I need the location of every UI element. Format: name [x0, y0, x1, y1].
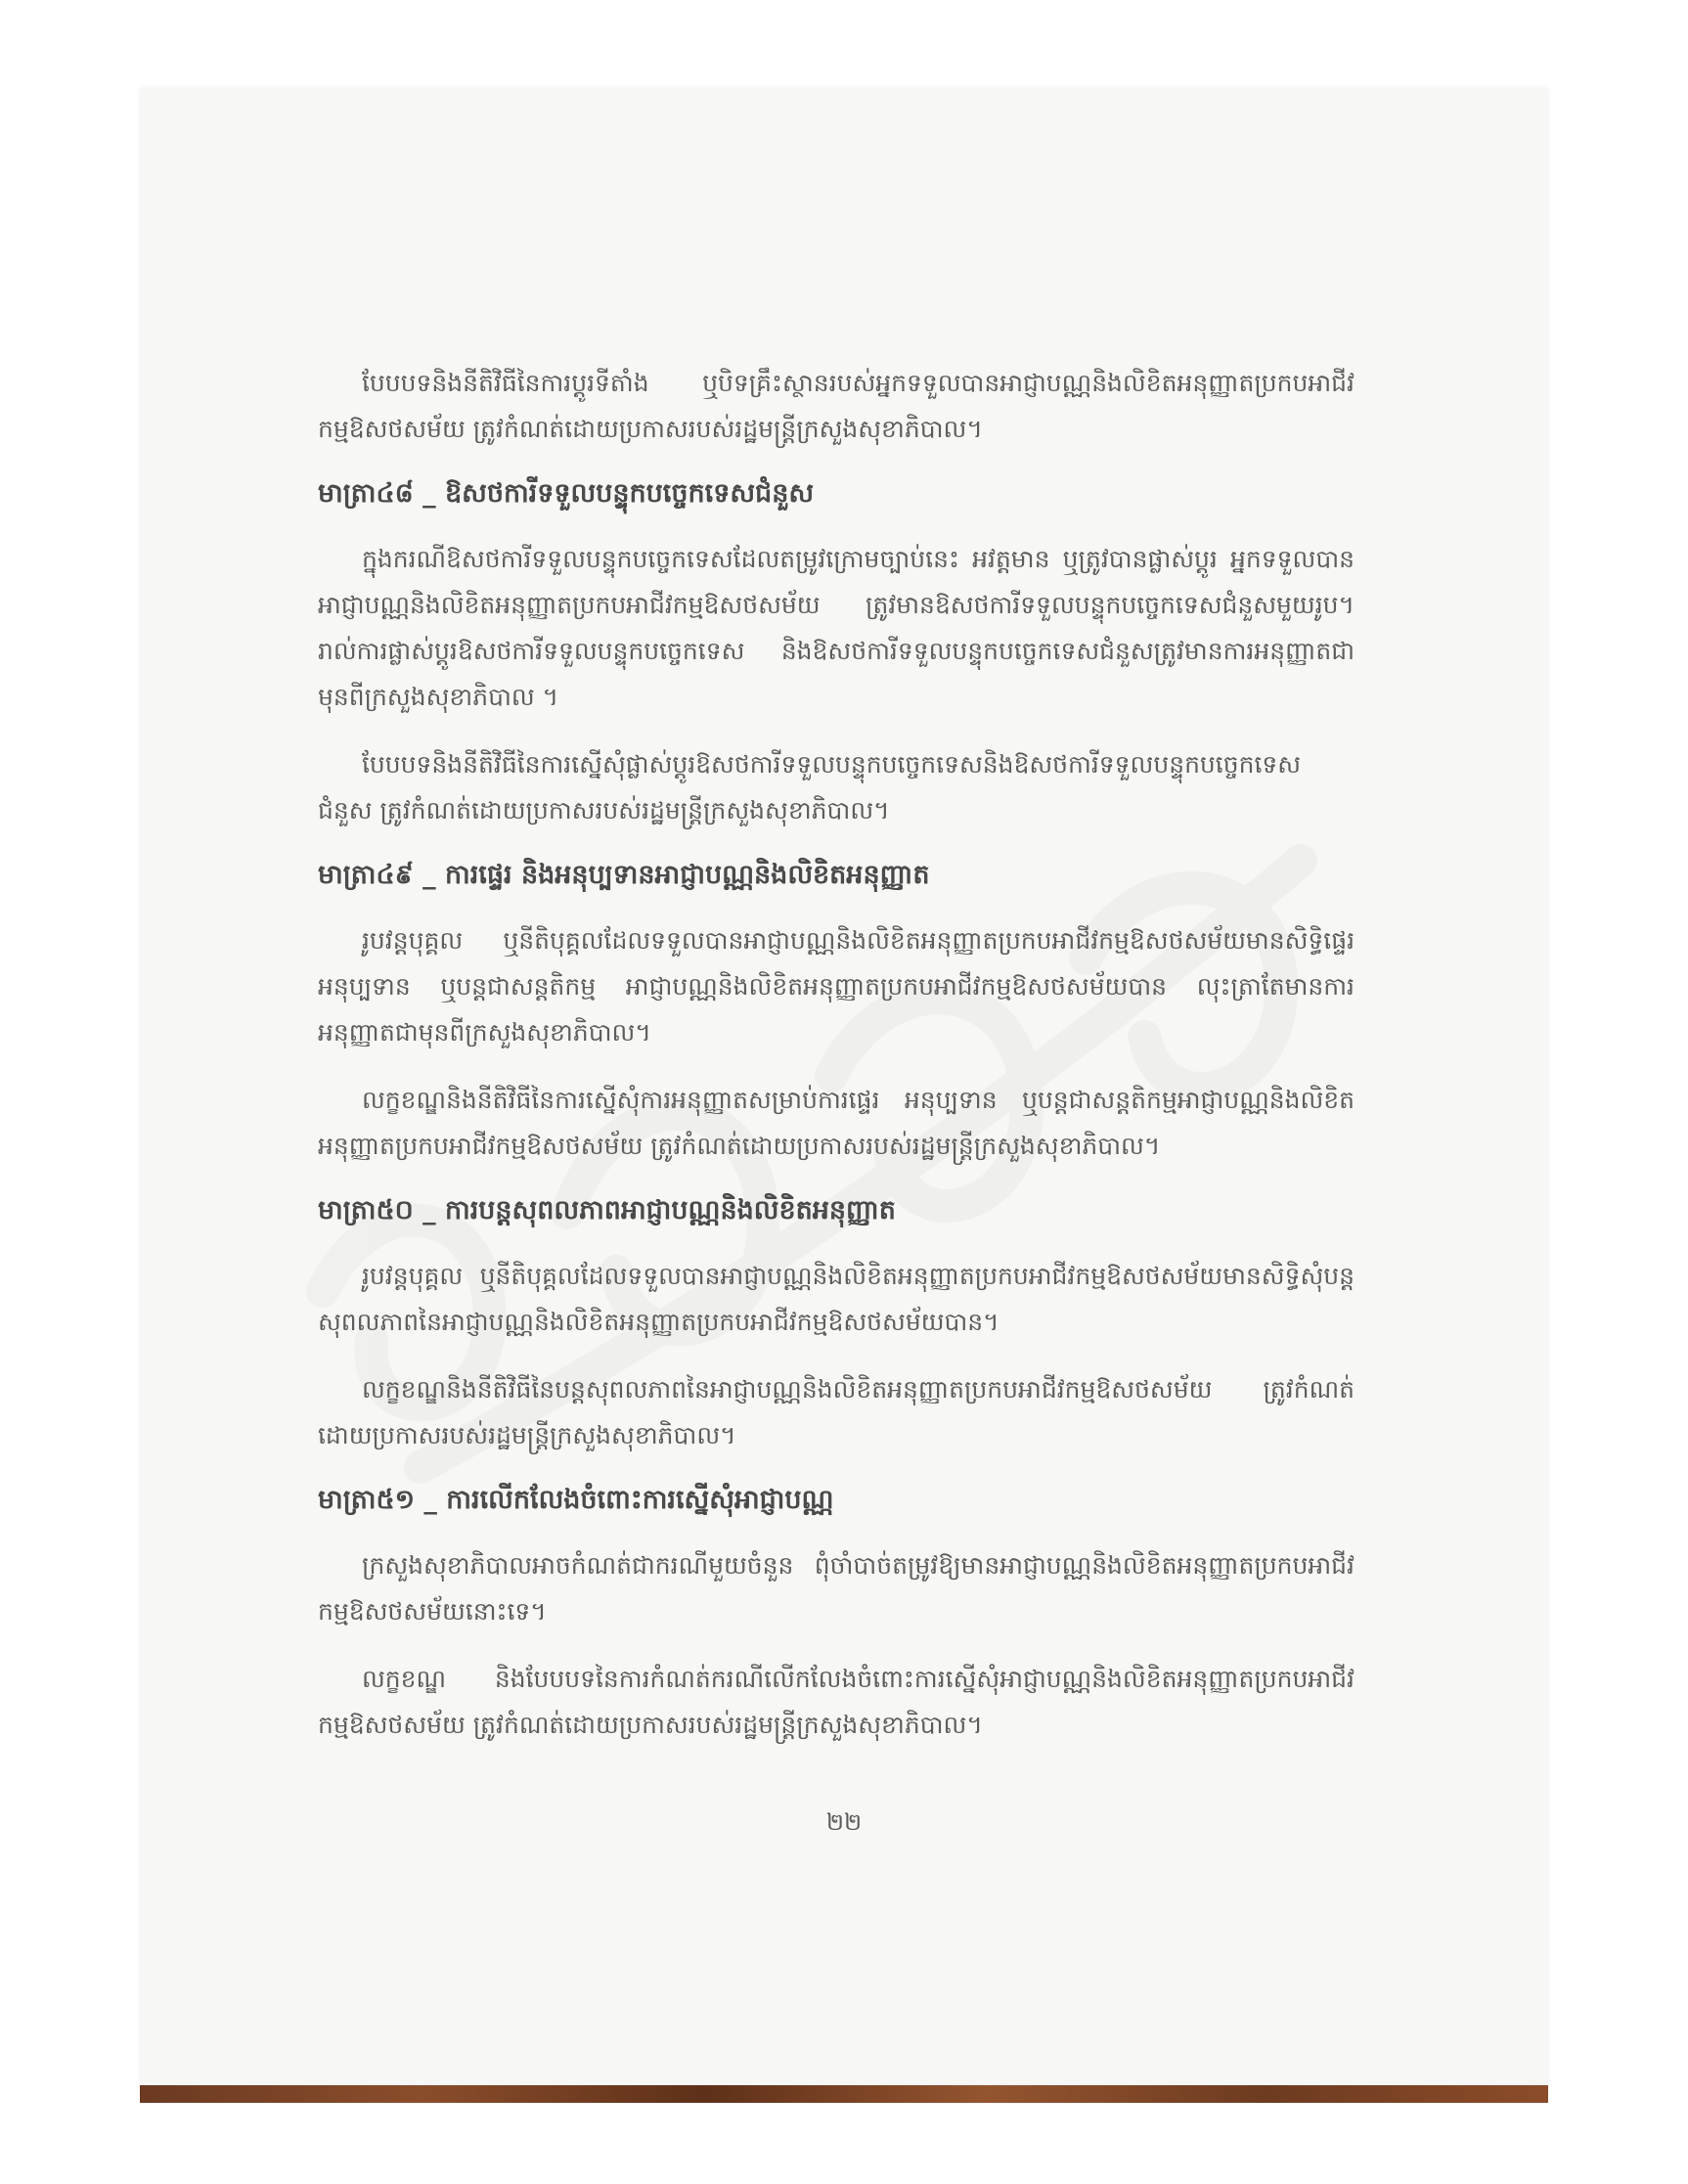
paragraph: បែបបទនិងនីតិវិធីនៃការប្ដូរទីតាំង ឬបិទគ្រឹះស្ថានរបស់អ្នកទទួលបានអាជ្ញាបណ្ណនិងលិខិតអនុញ្ញាតប្រកបអាជីវកម្មឱសថសម័យ ត្រូវកំណត់ដោយប្រកាសរបស់រដ្ឋមន្ត្រីក្រសួងសុខាភិបាល។: [318, 369, 1355, 443]
paragraph: បែបបទនិងនីតិវិធីនៃការស្នើសុំផ្លាស់ប្ដូរឱសថការីទទួលបន្ទុកបច្ចេកទេសនិងឱសថការីទទួលបន្ទុកបច្ចេកទេសជំនួស ត្រូវកំណត់ដោយប្រកាសរបស់រដ្ឋមន្ត្រីក្រសួងសុខាភិបាល។: [318, 750, 1302, 825]
document-body: [318, 360, 1355, 1769]
paragraph: លក្ខខណ្ឌនិងនីតិវិធីនៃបន្តសុពលភាពនៃអាជ្ញាបណ្ណនិងលិខិតអនុញ្ញាតប្រកបអាជីវកម្មឱសថសម័យ ត្រូវកំណត់ដោយប្រកាសរបស់រដ្ឋមន្ត្រីក្រសួងសុខាភិបាល។: [318, 1375, 1355, 1449]
article-50-heading: មាត្រា៥០ _ ការបន្តសុពលភាពអាជ្ញាបណ្ណនិងលិខិតអនុញ្ញាត: [318, 1195, 896, 1226]
paragraph: រូបវន្តបុគ្គល ឬនីតិបុគ្គលដែលទទួលបានអាជ្ញាបណ្ណនិងលិខិតអនុញ្ញាតប្រកបអាជីវកម្មឱសថសម័យមានសិទ្ធិផ្ទេរ អនុប្បទាន ឬបន្តជាសន្តតិកម្ម អាជ្ញាបណ្ណនិងលិខិតអនុញ្ញាតប្រកបអាជីវកម្មឱសថសម័យបាន លុះត្រាតែមានការអនុញ្ញាតជាមុនពីក្រសួងសុខាភិបាល។: [318, 926, 1355, 1047]
article-48-heading: មាត្រា៤៨ _ ឱសថការីទទួលបន្ទុកបច្ចេកទេសជំនួស: [318, 478, 815, 509]
article-49-heading: មាត្រា៤៩ _ ការផ្ទេរ និងអនុប្បទានអាជ្ញាបណ្ណនិងលិខិតអនុញ្ញាត: [318, 860, 930, 890]
page-number: ២២: [825, 1808, 863, 1836]
paragraph: លក្ខខណ្ឌនិងនីតិវិធីនៃការស្នើសុំការអនុញ្ញាតសម្រាប់ការផ្ទេរ អនុប្បទាន ឬបន្តជាសន្តតិកម្មអាជ្ញាបណ្ណនិងលិខិតអនុញ្ញាតប្រកបអាជីវកម្មឱសថសម័យ ត្រូវកំណត់ដោយប្រកាសរបស់រដ្ឋមន្ត្រីក្រសួងសុខាភិបាល។: [318, 1086, 1355, 1160]
paragraph: រូបវន្តបុគ្គល ឬនីតិបុគ្គលដែលទទួលបានអាជ្ញាបណ្ណនិងលិខិតអនុញ្ញាតប្រកបអាជីវកម្មឱសថសម័យមានសិទ្ធិសុំបន្តសុពលភាពនៃអាជ្ញាបណ្ណនិងលិខិតអនុញ្ញាតប្រកបអាជីវកម្មឱសថសម័យបាន។: [318, 1262, 1355, 1336]
paragraph: ក្រសួងសុខាភិបាលអាចកំណត់ជាករណីមួយចំនួន ពុំចាំបាច់តម្រូវឱ្យមានអាជ្ញាបណ្ណនិងលិខិតអនុញ្ញាតប្រកបអាជីវកម្មឱសថសម័យនោះទេ។: [318, 1551, 1355, 1626]
paragraph: លក្ខខណ្ឌ និងបែបបទនៃការកំណត់ករណីលើកលែងចំពោះការស្នើសុំអាជ្ញាបណ្ណនិងលិខិតអនុញ្ញាតប្រកបអាជីវកម្មឱសថសម័យ ត្រូវកំណត់ដោយប្រកាសរបស់រដ្ឋមន្ត្រីក្រសួងសុខាភិបាល។: [318, 1665, 1355, 1739]
wooden-table-edge: [140, 2085, 1548, 2103]
paragraph: ក្នុងករណីឱសថការីទទួលបន្ទុកបច្ចេកទេសដែលតម្រូវក្រោមច្បាប់នេះ អវត្តមាន ឬត្រូវបានផ្លាស់ប្ដូរ អ្នកទទួលបានអាជ្ញាបណ្ណនិងលិខិតអនុញ្ញាតប្រកបអាជីវកម្មឱសថសម័យ ត្រូវមានឱសថការីទទួលបន្ទុកបច្ចេកទេសជំនួសមួយរូប។ រាល់ការផ្លាស់ប្ដូរឱសថការីទទួលបន្ទុកបច្ចេកទេស និងឱសថការីទទួលបន្ទុកបច្ចេកទេសជំនួសត្រូវមានការអនុញ្ញាតជាមុនពីក្រសួងសុខាភិបាល ។: [318, 545, 1355, 711]
article-51-heading: មាត្រា៥១ _ ការលើកលែងចំពោះការស្នើសុំអាជ្ញាបណ្ណ: [318, 1485, 834, 1515]
